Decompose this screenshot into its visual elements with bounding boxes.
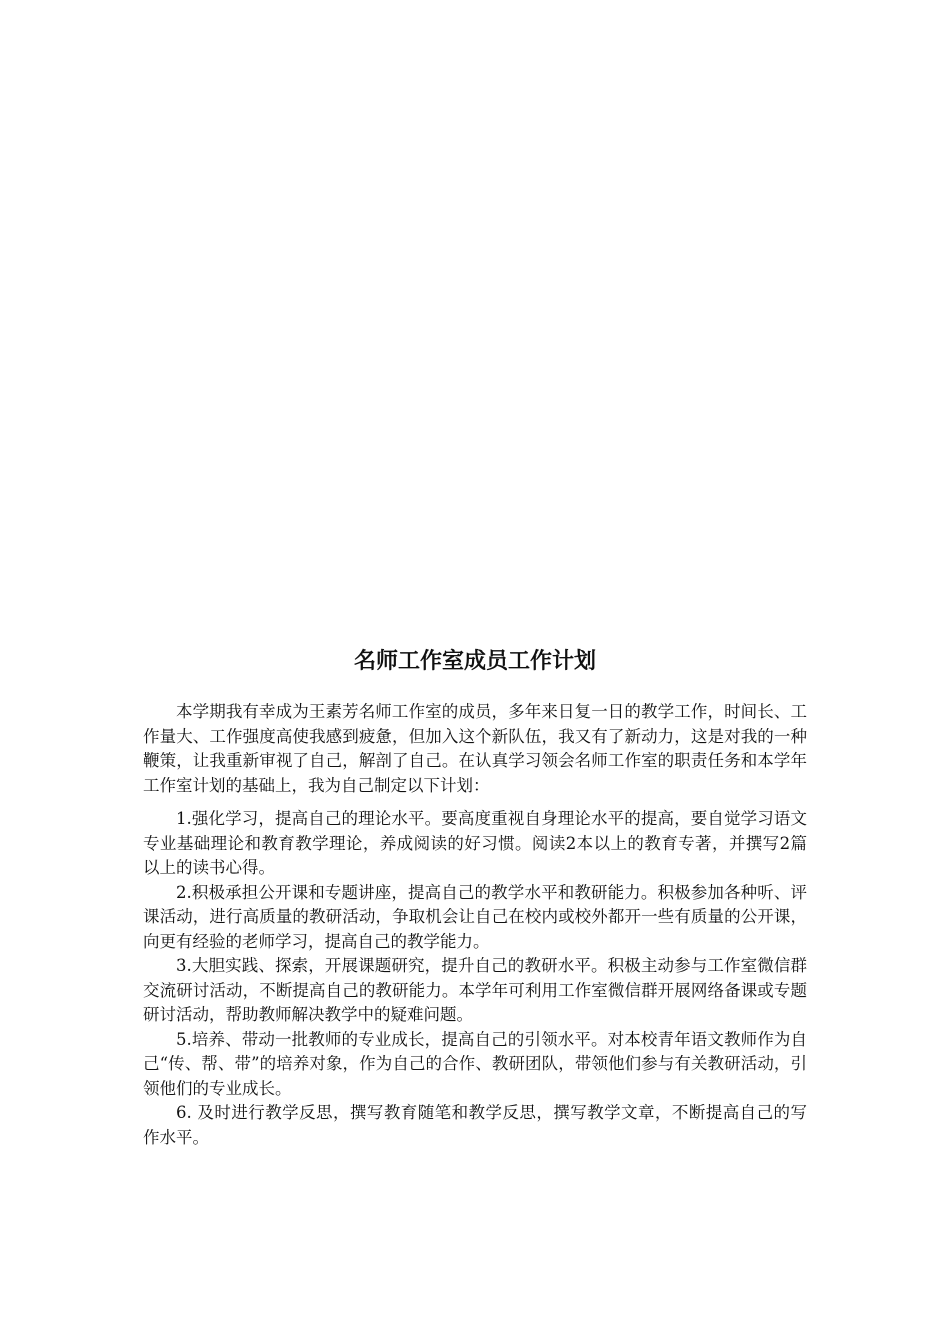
plan-item-5: 5.培养、带动一批教师的专业成长，提高自己的引领水平。对本校青年语文教师作为自己“传、帮、带”的培养对象，作为自己的合作、教研团队，带领他们参与有关教研活动，引领他们的专业成长。 <box>143 1029 807 1098</box>
plan-item-3: 3.大胆实践、探索，开展课题研究，提升自己的教研水平。积极主动参与工作室微信群交流研讨活动，不断提高自己的教研能力。本学年可利用工作室微信群开展网络备课或专题研讨活动，帮助教师解决教学中的疑难问题。 <box>143 956 807 1024</box>
plan-item-1: 1.强化学习，提高自己的理论水平。要高度重视自身理论水平的提高，要自觉学习语文专业基础理论和教育教学理论，养成阅读的好习惯。阅读2本以上的教育专著，并撰写2篇以上的读书心得。 <box>143 809 807 877</box>
document-title: 名师工作室成员工作计划 <box>353 649 596 674</box>
document-body <box>143 700 807 1150</box>
plan-item-6: 6. 及时进行教学反思，撰写教育随笔和教学反思，撰写教学文章，不断提高自己的写作水平。 <box>143 1103 807 1147</box>
plan-item-2: 2.积极承担公开课和专题讲座，提高自己的教学水平和教研能力。积极参加各种听、评课活动，进行高质量的教研活动，争取机会让自己在校内或校外都开一些有质量的公开课，向更有经验的老师学习，提高自己的教学能力。 <box>143 882 807 951</box>
intro-paragraph: 本学期我有幸成为王素芳名师工作室的成员，多年来日复一日的教学工作，时间长、工作量大、工作强度高使我感到疲惫，但加入这个新队伍，我又有了新动力，这是对我的一种鞭策，让我重新审视了自己，解剖了自己。在认真学习领会名师工作室的职责任务和本学年工作室计划的基础上，我为自己制定以下计划： <box>143 702 807 795</box>
